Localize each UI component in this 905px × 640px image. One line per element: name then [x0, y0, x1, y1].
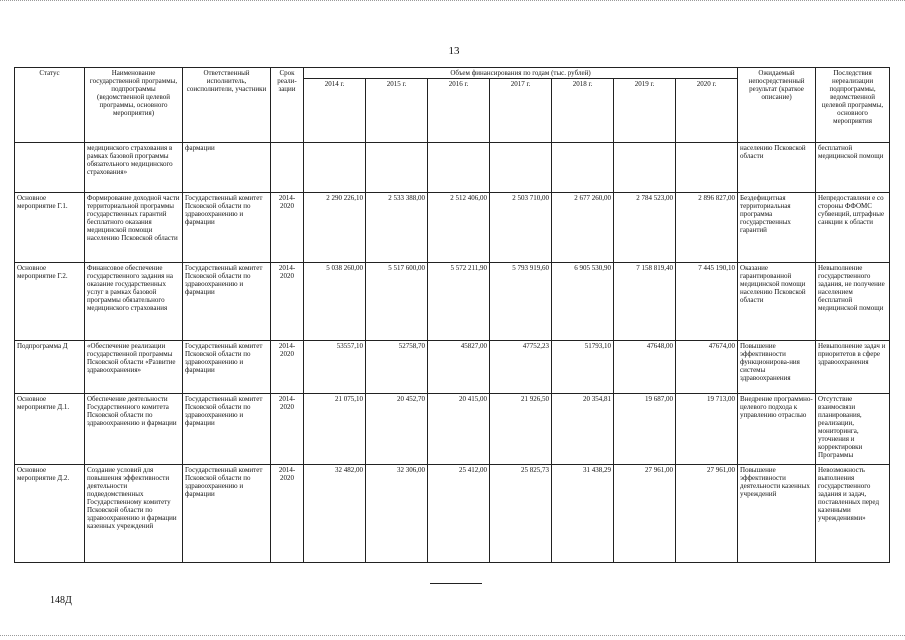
cell-status: Основное мероприятие Д.1.	[15, 394, 85, 465]
cell-value: 51793,10	[552, 341, 614, 394]
header-year: 2015 г.	[366, 79, 428, 143]
cell-status: Основное мероприятие Д.2.	[15, 465, 85, 563]
cell-responsible: Государственный комитет Псковской области по здравоохранению и фармации	[183, 193, 271, 263]
scan-bottom-edge	[0, 635, 905, 636]
header-year: 2018 г.	[552, 79, 614, 143]
table-row	[15, 394, 890, 465]
cell-period	[271, 143, 304, 193]
cell-result: Повышение эффективности деятельности казенных учреждений	[738, 465, 816, 563]
cell-value: 2 784 523,00	[614, 193, 676, 263]
cell-value: 52758,70	[366, 341, 428, 394]
cell-value: 19 713,00	[676, 394, 738, 465]
cell-result: Бездефицитная территориальная программа государственных гарантий	[738, 193, 816, 263]
cell-status: Основное мероприятие Г.2.	[15, 263, 85, 341]
cell-value: 53557,10	[304, 341, 366, 394]
header-year: 2019 г.	[614, 79, 676, 143]
cell-value: 6 905 530,90	[552, 263, 614, 341]
cell-value: 27 961,00	[614, 465, 676, 563]
cell-value	[614, 143, 676, 193]
cell-name: Обеспечение деятельности Государственного комитета Псковской области по здравоохранению и фармации	[85, 394, 183, 465]
header-result: Ожидаемый непосредственный результат (краткое описание)	[738, 68, 816, 143]
cell-consequences: бесплатной медицинской помощи	[816, 143, 890, 193]
cell-value: 32 306,00	[366, 465, 428, 563]
cell-result: населению Псковской области	[738, 143, 816, 193]
cell-value: 47648,00	[614, 341, 676, 394]
cell-name: «Обеспечение реализации государственной программы Псковской области «Развитие здравоохранения»	[85, 341, 183, 394]
table-row	[15, 465, 890, 563]
cell-name: Финансовое обеспечение государственного задания на оказание государственных услуг в рамках базовой программы обязательного медицинского страхования	[85, 263, 183, 341]
table-row	[15, 263, 890, 341]
cell-value: 21 075,10	[304, 394, 366, 465]
cell-value: 20 452,70	[366, 394, 428, 465]
cell-consequences: Невыполнение задач и приоритетов в сфере здравоохранения	[816, 341, 890, 394]
cell-value: 20 354,81	[552, 394, 614, 465]
cell-consequences: Непредоставлени е со стороны ФФОМС субвенций, штрафные санкции к области	[816, 193, 890, 263]
cell-period: 2014-2020	[271, 465, 304, 563]
table-row	[15, 193, 890, 263]
cell-value: 7 158 819,40	[614, 263, 676, 341]
cell-value: 25 412,00	[428, 465, 490, 563]
cell-status	[15, 143, 85, 193]
cell-responsible: Государственный комитет Псковской области по здравоохранению и фармации	[183, 394, 271, 465]
cell-value: 27 961,00	[676, 465, 738, 563]
cell-value: 2 677 260,00	[552, 193, 614, 263]
cell-consequences: Невыполнение государственного задания, не получение населением бесплатной медицинской помощи	[816, 263, 890, 341]
cell-value	[552, 143, 614, 193]
cell-period: 2014-2020	[271, 193, 304, 263]
header-consequences: Последствия нереализации подпрограммы, ведомственной целевой программы, основного мероприятия	[816, 68, 890, 143]
cell-value	[490, 143, 552, 193]
cell-value: 47752,23	[490, 341, 552, 394]
header-name: Наименование государственной программы, подпрограммы (ведомственной целевой программы, основного мероприятия)	[85, 68, 183, 143]
cell-result: Повышение эффективности функционирова-ния системы здравоохранения	[738, 341, 816, 394]
cell-value: 5 517 600,00	[366, 263, 428, 341]
cell-value	[428, 143, 490, 193]
footer-divider	[430, 583, 482, 584]
cell-value	[304, 143, 366, 193]
cell-value: 2 533 388,00	[366, 193, 428, 263]
page-number: 13	[448, 45, 460, 57]
header-status: Статус	[15, 68, 85, 143]
cell-value	[676, 143, 738, 193]
cell-result: Оказание гарантированной медицинской помощи населению Псковской области	[738, 263, 816, 341]
cell-status: Подпрограмма Д	[15, 341, 85, 394]
cell-value: 45827,00	[428, 341, 490, 394]
cell-value: 19 687,00	[614, 394, 676, 465]
cell-value: 5 572 211,90	[428, 263, 490, 341]
cell-status: Основное мероприятие Г.1.	[15, 193, 85, 263]
scan-top-edge	[0, 0, 905, 1]
cell-responsible: фармации	[183, 143, 271, 193]
cell-responsible: Государственный комитет Псковской области по здравоохранению и фармации	[183, 465, 271, 563]
cell-value	[366, 143, 428, 193]
header-year: 2014 г.	[304, 79, 366, 143]
cell-period: 2014-2020	[271, 341, 304, 394]
header-period: Срок реали-зации	[271, 68, 304, 143]
cell-name: Формирование доходной части территориальной программы государственных гарантий бесплатного оказания медицинской помощи населению Псковской области	[85, 193, 183, 263]
cell-period: 2014-2020	[271, 263, 304, 341]
header-year: 2017 г.	[490, 79, 552, 143]
table-row	[15, 143, 890, 193]
cell-period: 2014-2020	[271, 394, 304, 465]
cell-consequences: Отсутствие взаимосвязи планирования, реализации, мониторинга, уточнения и корректировки Программы	[816, 394, 890, 465]
cell-value: 5 793 919,60	[490, 263, 552, 341]
header-year: 2020 г.	[676, 79, 738, 143]
cell-value: 2 290 226,10	[304, 193, 366, 263]
cell-value: 31 438,29	[552, 465, 614, 563]
cell-responsible: Государственный комитет Псковской области по здравоохранению и фармации	[183, 263, 271, 341]
footer-code: 148Д	[50, 595, 72, 606]
cell-value: 2 512 406,00	[428, 193, 490, 263]
cell-value: 21 926,50	[490, 394, 552, 465]
cell-name: медицинского страхования в рамках базовой программы обязательного медицинского страхования»	[85, 143, 183, 193]
cell-value: 32 482,00	[304, 465, 366, 563]
cell-value: 47674,00	[676, 341, 738, 394]
cell-name: Создание условий для повышения эффективности деятельности подведомственных Государственному комитету Псковской области по здравоохранению и фармации казенных учреждений	[85, 465, 183, 563]
cell-value: 25 825,73	[490, 465, 552, 563]
header-responsible: Ответственный исполнитель, соисполнители, участники	[183, 68, 271, 143]
cell-value: 20 415,00	[428, 394, 490, 465]
table-row	[15, 341, 890, 394]
cell-responsible: Государственный комитет Псковской области по здравоохранению и фармации	[183, 341, 271, 394]
cell-value: 2 896 827,00	[676, 193, 738, 263]
funding-table	[14, 67, 890, 563]
cell-value: 5 038 260,00	[304, 263, 366, 341]
cell-value: 2 503 710,00	[490, 193, 552, 263]
cell-value: 7 445 190,10	[676, 263, 738, 341]
header-funding: Объем финансирования по годам (тыс. рублей)	[304, 68, 738, 79]
cell-result: Внедрение программно-целевого подхода к управлению отраслью	[738, 394, 816, 465]
header-year: 2016 г.	[428, 79, 490, 143]
cell-consequences: Невозможность выполнения государственного задания и задач, поставленных перед казенными учреждениями»	[816, 465, 890, 563]
